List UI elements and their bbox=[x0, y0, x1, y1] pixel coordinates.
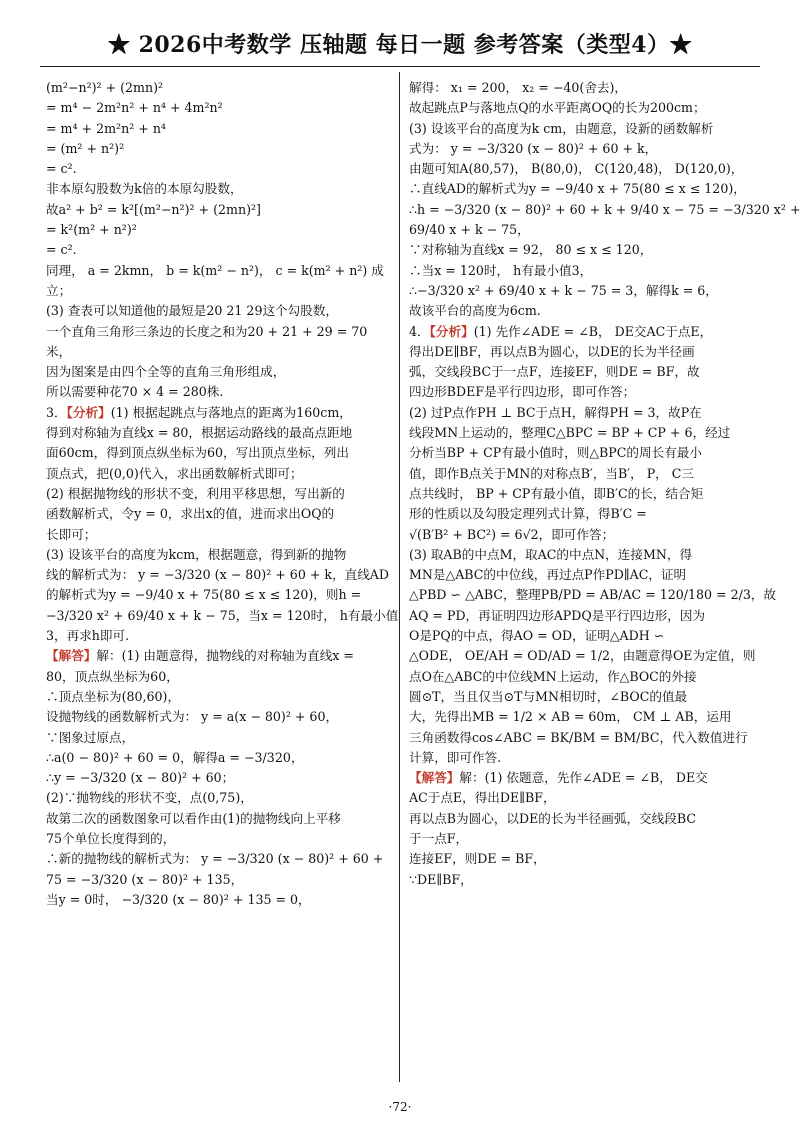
text-line: ∵图象过原点， bbox=[46, 729, 135, 745]
text-line: 分析当BP + CP有最小值时，则△BPC的周长有最小 bbox=[409, 445, 702, 461]
text-line: 连接EF，则DE = BF， bbox=[409, 851, 546, 867]
text-line: 的解析式为y = −9/40 x + 75(80 ≤ x ≤ 120)，则h = bbox=[46, 587, 362, 603]
text-line: 69/40 x + k − 75， bbox=[409, 222, 530, 238]
text-line: 故该平台的高度为6cm. bbox=[409, 303, 541, 319]
text-line: ∴y = −3/320 (x − 80)² + 60； bbox=[46, 770, 235, 786]
text-line: 设抛物线的函数解析式为： y = a(x − 80)² + 60， bbox=[46, 709, 339, 725]
text-line: = c². bbox=[46, 242, 77, 258]
text-line: 三角函数得cos∠ABC = BK/BM = BM/BC，代入数值进行 bbox=[409, 729, 748, 745]
text-line: = k²(m² + n²)² bbox=[46, 222, 137, 238]
text-line: 得到对称轴为直线x = 80，根据运动路线的最高点距地 bbox=[46, 425, 353, 441]
text-line: 故起跳点P与落地点Q的水平距离OQ的长为200cm； bbox=[409, 100, 706, 116]
text-line: 米， bbox=[46, 343, 72, 359]
text-line: (m²−n²)² + (2mn)² bbox=[46, 80, 164, 95]
text-line: 点O在△ABC的中位线MN上运动，作△BOC的外接 bbox=[409, 668, 697, 684]
page-header-title: ★ 2026中考数学 压轴题 每日一题 参考答案（类型4）★ bbox=[107, 32, 693, 58]
text-line: 四边形BDEF是平行四边形，即可作答； bbox=[409, 384, 636, 400]
text-line: 顶点式，把(0,0)代入，求出函数解析式即可； bbox=[46, 465, 303, 481]
text-line: △PBD ∽ △ABC，整理PB/PD = AB/AC = 120/180 = 2/3，故 bbox=[409, 587, 777, 603]
text-line: 故a² + b² = k²[(m²−n²)² + (2mn)²] bbox=[46, 201, 261, 217]
section-marker: 【解答】 bbox=[46, 648, 97, 664]
section-marker: 【分析】 bbox=[429, 323, 474, 339]
text-line: ∴新的抛物线的解析式为： y = −3/320 (x − 80)² + 60 + bbox=[46, 851, 384, 867]
text-line: 75个单位长度得到的， bbox=[46, 830, 176, 846]
text-line: 线的解析式为： y = −3/320 (x − 80)² + 60 + k，直线AD bbox=[46, 567, 389, 583]
text-line: (3) 设该平台的高度为k cm，由题意，设新的函数解析 bbox=[409, 120, 714, 136]
text-line: ∵DE∥BF， bbox=[409, 871, 473, 887]
text-line: (3) 设该平台的高度为kcm，根据题意，得到新的抛物 bbox=[46, 546, 347, 562]
text-line: ∴当x = 120时， h有最小值3， bbox=[409, 262, 593, 278]
text-line: 【解答】解：(1) 由题意得，抛物线的对称轴为直线x = bbox=[46, 648, 354, 664]
text-line: ∴直线AD的解析式为y = −9/40 x + 75(80 ≤ x ≤ 120)， bbox=[409, 181, 746, 197]
text-line: (2) 过P点作PH ⊥ BC于点H，解得PH = 3，故P在 bbox=[409, 404, 702, 420]
text-line: 75 = −3/320 (x − 80)² + 135， bbox=[46, 871, 244, 887]
text-line: 线段MN上运动的，整理C△BPC = BP + CP + 6，经过 bbox=[409, 425, 731, 441]
text-line: 【解答】解：(1) 依题意，先作∠ADE = ∠B， DE交 bbox=[409, 770, 708, 786]
text-line: (3) 查表可以知道他的最短是20 21 29这个勾股数， bbox=[46, 303, 339, 319]
text-line: 由题可知A(80,57)， B(80,0)， C(120,48)， D(120,0)， bbox=[409, 161, 744, 177]
text-line: 因为图案是由四个全等的直角三角形组成， bbox=[46, 364, 286, 380]
left-column bbox=[46, 78, 399, 910]
text-line: = m⁴ + 2m²n² + n⁴ bbox=[46, 120, 166, 136]
column-divider bbox=[399, 72, 400, 1082]
text-line: 得出DE∥BF，再以点B为圆心，以DE的长为半径画 bbox=[409, 343, 695, 359]
text-line: 长即可； bbox=[46, 526, 97, 542]
text-line: 再以点B为圆心，以DE的长为半径画弧，交线段BC bbox=[409, 810, 696, 826]
text-line: ∴−3/320 x² + 69/40 x + k − 75 = 3，解得k = 6， bbox=[409, 282, 718, 298]
text-line: 大，先得出MB = 1/2 × AB = 60m， CM ⊥ AB，运用 bbox=[409, 709, 732, 725]
text-line: △ODE， OE/AH = OD/AD = 1/2，由题意得OE为定值，则 bbox=[409, 648, 756, 664]
text-line: 于一点F， bbox=[409, 830, 469, 846]
text-line: 一个直角三角形三条边的长度之和为20 + 21 + 29 = 70 bbox=[46, 323, 368, 339]
text-line: 4．【分析】(1) 先作∠ADE = ∠B， DE交AC于点E， bbox=[409, 323, 713, 339]
text-line: 3．【分析】(1) 根据起跳点与落地点的距离为160cm， bbox=[46, 404, 352, 420]
text-line: (2)∵抛物线的形状不变，点(0,75)， bbox=[46, 790, 253, 806]
text-line: ∴a(0 − 80)² + 60 = 0，解得a = −3/320， bbox=[46, 749, 304, 765]
text-line: 函数解析式，令y = 0，求出x的值，进而求出OQ的 bbox=[46, 506, 335, 522]
text-line: 立； bbox=[46, 282, 72, 298]
text-line: 式为： y = −3/320 (x − 80)² + 60 + k， bbox=[409, 140, 658, 156]
text-line: −3/320 x² + 69/40 x + k − 75，当x = 120时， h有最小值 bbox=[46, 607, 399, 623]
text-line: 非本原勾股数为k倍的本原勾股数， bbox=[46, 181, 243, 197]
page-number: ·72· bbox=[388, 1100, 412, 1114]
text-line: 所以需要种花70 × 4 = 280株. bbox=[46, 384, 224, 400]
text-line: ∴顶点坐标为(80,60)， bbox=[46, 688, 181, 704]
text-line: 故第二次的函数图象可以看作由(1)的抛物线向上平移 bbox=[46, 810, 341, 826]
text-line: 值，即作B点关于MN的对称点B′，当B′， P， C三 bbox=[409, 465, 695, 481]
text-line: √(B′B² + BC²) = 6√2，即可作答； bbox=[409, 526, 615, 542]
text-line: 当y = 0时， −3/320 (x − 80)² + 135 = 0， bbox=[46, 891, 311, 907]
text-line: 面60cm，得到顶点纵坐标为60，写出顶点坐标，列出 bbox=[46, 445, 349, 461]
section-marker: 【分析】 bbox=[66, 404, 111, 420]
text-line: = c². bbox=[46, 161, 77, 177]
right-column bbox=[409, 78, 801, 890]
text-line: 同理， a = 2kmn， b = k(m² − n²)， c = k(m² + n²) 成 bbox=[46, 262, 384, 278]
text-line: = m⁴ − 2m²n² + n⁴ + 4m²n² bbox=[46, 100, 223, 116]
text-line: ∵对称轴为直线x = 92， 80 ≤ x ≤ 120， bbox=[409, 242, 653, 258]
text-line: ∴h = −3/320 (x − 80)² + 60 + k + 9/40 x − 75 = −3/320 x² + bbox=[409, 201, 801, 217]
text-line: 弧，交线段BC于一点F，连接EF，则DE = BF，故 bbox=[409, 364, 700, 380]
text-line: 解得： x₁ = 200， x₂ = −40(舍去)， bbox=[409, 80, 628, 95]
text-line: 计算，即可作答. bbox=[409, 749, 502, 765]
text-line: 3，再求h即可. bbox=[46, 628, 130, 644]
text-line: (2) 根据抛物线的形状不变，利用平移思想，写出新的 bbox=[46, 485, 345, 501]
text-line: 圆⊙T，当且仅当⊙T与MN相切时，∠BOC的值最 bbox=[409, 688, 688, 704]
text-line: AC于点E，得出DE∥BF， bbox=[409, 790, 556, 806]
text-line: O是PQ的中点，得AO = OD，证明△ADH ∽ bbox=[409, 628, 665, 644]
text-line: 80，顶点纵坐标为60， bbox=[46, 668, 179, 684]
text-line: = (m² + n²)² bbox=[46, 140, 125, 156]
header-rule bbox=[40, 66, 760, 67]
text-line: (3) 取AB的中点M，取AC的中点N，连接MN，得 bbox=[409, 546, 693, 562]
section-marker: 【解答】 bbox=[409, 770, 460, 786]
text-line: 形的性质以及勾股定理列式计算，得B′C = bbox=[409, 506, 647, 522]
text-line: AQ = PD，再证明四边形APDQ是平行四边形，因为 bbox=[409, 607, 706, 623]
text-line: MN是△ABC的中位线，再过点P作PD∥AC，证明 bbox=[409, 567, 687, 583]
text-line: 点共线时， BP + CP有最小值，即B′C的长，结合矩 bbox=[409, 485, 704, 501]
